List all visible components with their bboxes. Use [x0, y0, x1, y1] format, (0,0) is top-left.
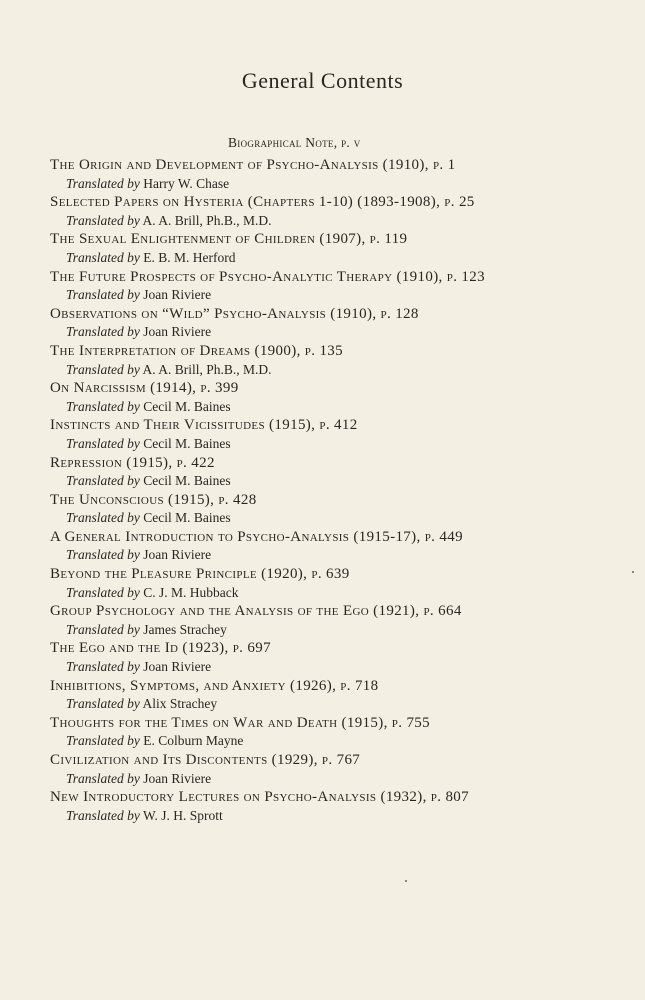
translator-name: C. J. M. Hubback	[143, 584, 239, 600]
contents-entry	[50, 379, 610, 416]
entry-title: The Origin and Development of Psycho-Analysis (1910), p. 1	[50, 157, 456, 173]
translator-name: A. A. Brill, Ph.B., M.D.	[142, 212, 272, 228]
entry-translator-line	[50, 770, 610, 789]
contents-entry	[50, 602, 610, 639]
translator-name: A. A. Brill, Ph.B., M.D.	[142, 361, 272, 377]
translator-name: E. Colburn Mayne	[143, 733, 244, 749]
entry-title: The Ego and the Id (1923), p. 697	[50, 640, 271, 657]
translator-name: Joan Riviere	[143, 770, 212, 786]
entry-translator-line	[50, 286, 610, 305]
entry-translator-line	[50, 807, 610, 826]
translator-name: E. B. M. Herford	[143, 249, 236, 265]
page-title: General Contents	[241, 68, 404, 93]
entry-title: Repression (1915), p. 422	[50, 454, 215, 471]
translated-by-label: Translated by	[66, 510, 140, 526]
entry-translator-line	[50, 435, 610, 454]
contents-entry	[50, 268, 610, 305]
translated-by-label: Translated by	[66, 398, 140, 414]
entry-translator-line	[50, 695, 610, 714]
contents-entry	[50, 454, 610, 491]
translated-by-label: Translated by	[66, 659, 140, 675]
contents-entry	[50, 639, 610, 676]
contents-entry	[50, 230, 610, 267]
entry-translator-line	[50, 732, 610, 751]
entry-title: New Introductory Lectures on Psycho-Analysis (1932), p. 807	[50, 789, 469, 806]
translated-by-label: Translated by	[66, 807, 140, 823]
entry-title: The Interpretation of Dreams (1900), p. 135	[50, 342, 343, 359]
translated-by-label: Translated by	[66, 287, 140, 303]
paper-speck	[632, 571, 634, 573]
entry-title: Group Psychology and the Analysis of the Ego (1921), p. 664	[50, 603, 462, 620]
translator-name: Joan Riviere	[143, 287, 212, 303]
entry-title: The Future Prospects of Psycho-Analytic Therapy (1910), p. 123	[50, 268, 485, 285]
entry-translator-line	[50, 546, 610, 565]
entry-title: Selected Papers on Hysteria (Chapters 1-10) (1893-1908), p. 25	[50, 194, 475, 211]
translated-by-label: Translated by	[66, 212, 140, 228]
translated-by-label: Translated by	[66, 361, 140, 377]
contents-entry	[50, 491, 610, 528]
entry-translator-line	[50, 584, 610, 603]
entry-translator-line	[50, 175, 610, 194]
translator-name: Joan Riviere	[143, 547, 212, 563]
contents-entry	[50, 788, 610, 825]
translator-name: Harry W. Chase	[143, 175, 230, 191]
biographical-note: Biographical Note, p. v	[228, 135, 361, 150]
translated-by-label: Translated by	[66, 175, 140, 191]
translated-by-label: Translated by	[66, 473, 140, 489]
contents-entry	[50, 156, 610, 193]
translator-name: W. J. H. Sprott	[143, 807, 223, 823]
entry-translator-line	[50, 361, 610, 380]
translator-name: Joan Riviere	[143, 659, 212, 675]
contents-entry	[50, 565, 610, 602]
translated-by-label: Translated by	[66, 733, 140, 749]
translator-name: Cecil M. Baines	[143, 398, 231, 414]
translated-by-label: Translated by	[66, 584, 140, 600]
entry-translator-line	[50, 398, 610, 417]
translated-by-label: Translated by	[66, 770, 140, 786]
contents-entry	[50, 677, 610, 714]
entry-translator-line	[50, 212, 610, 231]
translated-by-label: Translated by	[66, 621, 140, 637]
translator-name: Cecil M. Baines	[143, 473, 231, 489]
contents-entry	[50, 416, 610, 453]
translator-name: Alix Strachey	[142, 696, 218, 712]
entry-translator-line	[50, 249, 610, 268]
entry-title: Civilization and Its Discontents (1929), p. 767	[50, 752, 361, 768]
entry-translator-line	[50, 323, 610, 342]
contents-entry	[50, 751, 610, 788]
entry-translator-line	[50, 621, 610, 640]
contents-entry	[50, 342, 610, 379]
translator-name: Cecil M. Baines	[143, 510, 231, 526]
entry-title: Thoughts for the Times on War and Death (1915), p. 755	[50, 714, 431, 731]
contents-entry	[50, 714, 610, 751]
contents-entry	[50, 193, 610, 230]
translated-by-label: Translated by	[66, 696, 140, 712]
translator-name: Cecil M. Baines	[143, 435, 231, 451]
contents-list	[50, 156, 610, 825]
entry-title: Beyond the Pleasure Principle (1920), p. 639	[50, 566, 350, 583]
paper-speck	[405, 880, 407, 882]
translated-by-label: Translated by	[66, 547, 140, 563]
contents-entry	[50, 305, 610, 342]
entry-title: The Unconscious (1915), p. 428	[50, 491, 257, 508]
translated-by-label: Translated by	[66, 324, 140, 340]
entry-title: Instincts and Their Vicissitudes (1915), p. 412	[50, 417, 358, 434]
entry-translator-line	[50, 509, 610, 528]
entry-translator-line	[50, 472, 610, 491]
entry-title: Observations on “Wild” Psycho-Analysis (1910), p. 128	[50, 305, 419, 322]
entry-title: A General Introduction to Psycho-Analysis (1915-17), p. 449	[50, 528, 463, 545]
entry-title: On Narcissism (1914), p. 399	[50, 380, 239, 397]
entry-title: Inhibitions, Symptoms, and Anxiety (1926), p. 718	[50, 677, 379, 694]
translated-by-label: Translated by	[66, 435, 140, 451]
translator-name: James Strachey	[143, 621, 227, 637]
translated-by-label: Translated by	[66, 249, 140, 265]
translator-name: Joan Riviere	[143, 324, 212, 340]
contents-entry	[50, 528, 610, 565]
entry-title: The Sexual Enlightenment of Children (1907), p. 119	[50, 231, 408, 248]
entry-translator-line	[50, 658, 610, 677]
